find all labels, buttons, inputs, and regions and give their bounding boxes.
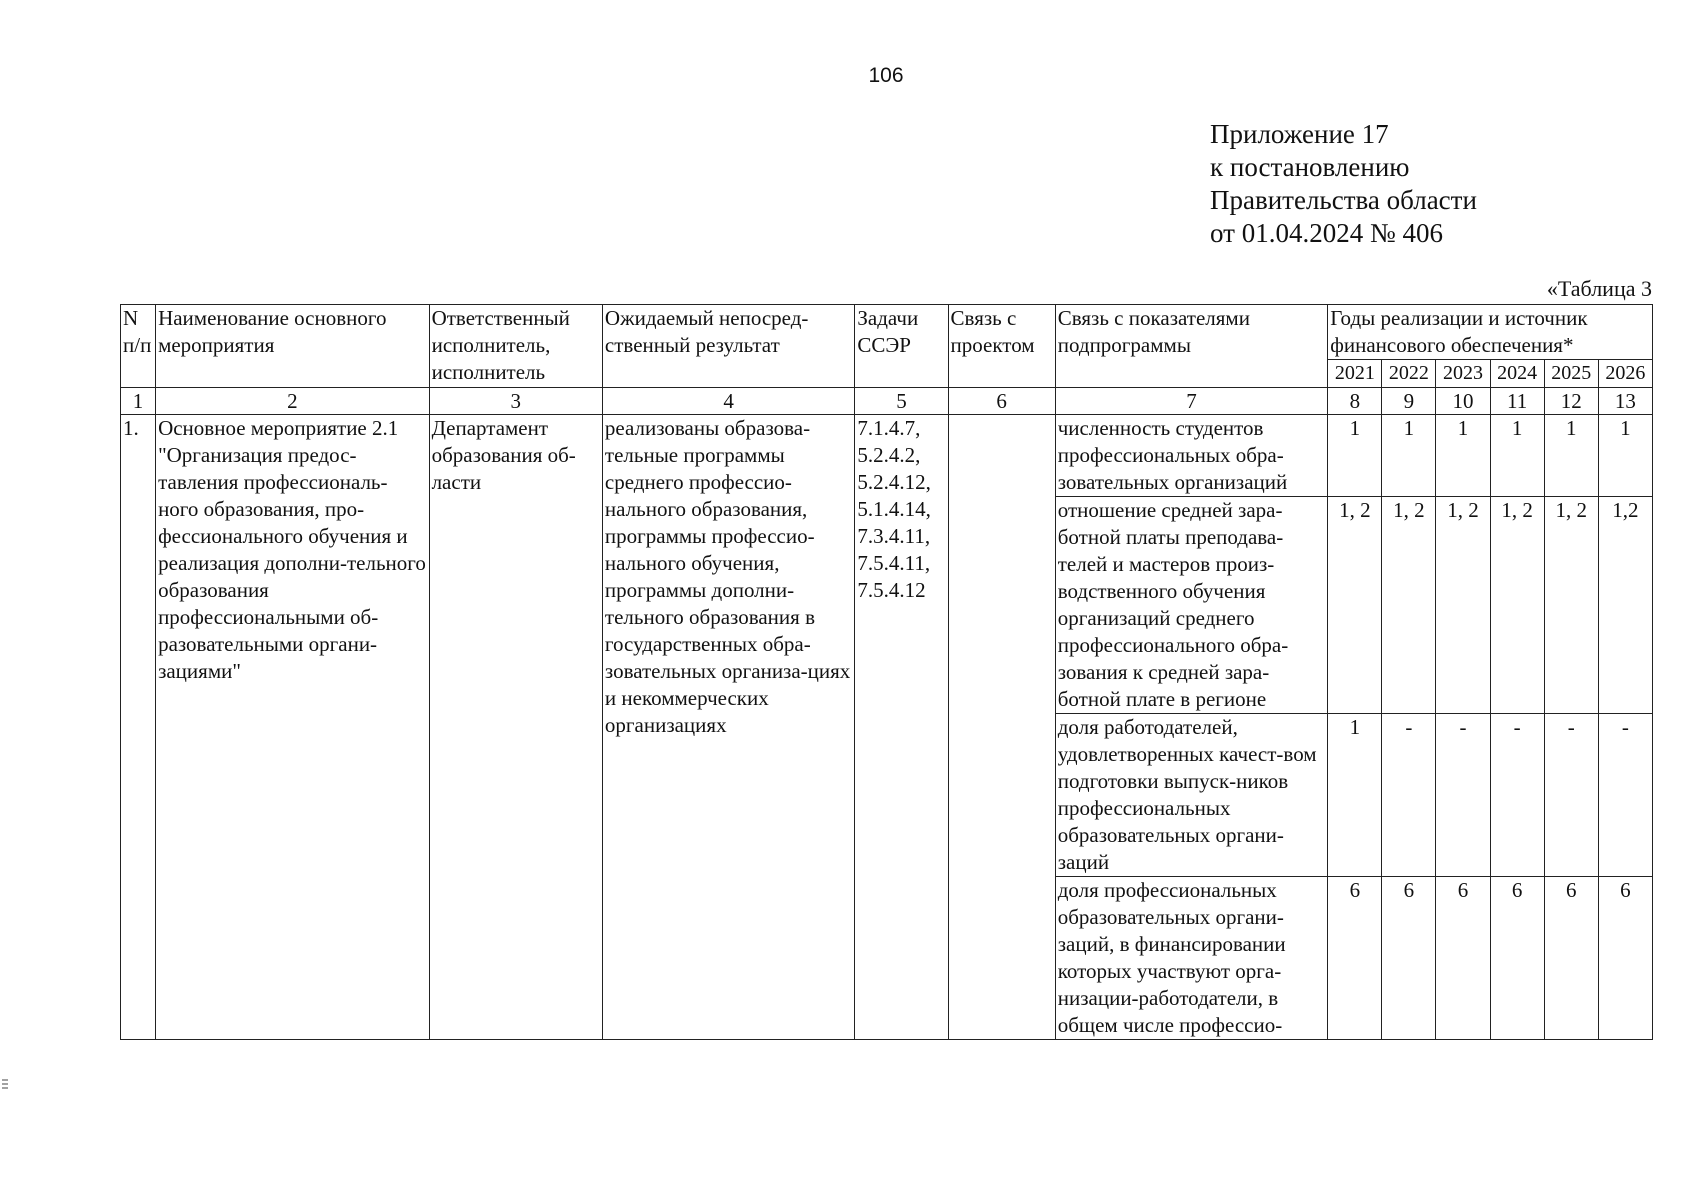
- table-caption: «Таблица 3: [1546, 276, 1652, 301]
- indicator-value: 1: [1490, 415, 1544, 497]
- indicator-value: 1, 2: [1436, 497, 1490, 714]
- scan-margin-mark: [2, 1078, 8, 1092]
- task-code: 7.3.4.11,: [857, 524, 931, 548]
- column-number: 4: [602, 388, 854, 415]
- row-project: [948, 415, 1055, 1040]
- header-num: N п/п: [121, 305, 156, 388]
- header-indicators: Связь с показателями подпрограммы: [1055, 305, 1328, 388]
- indicator-value: 6: [1598, 877, 1652, 1040]
- header-name: Наименование основного мероприятия: [156, 305, 430, 388]
- header-years-group: Годы реализации и источник финансового обеспечения*: [1328, 305, 1653, 360]
- task-code: 7.5.4.11,: [857, 551, 931, 575]
- indicator-value: 1: [1328, 714, 1382, 877]
- column-number: 5: [855, 388, 948, 415]
- indicator-value: -: [1382, 714, 1436, 877]
- header-result: Ожидаемый непосред-ственный результат: [602, 305, 854, 388]
- row-num: 1.: [121, 415, 156, 1040]
- column-number: 11: [1490, 388, 1544, 415]
- indicator-value: 1: [1598, 415, 1652, 497]
- year-cell: 2023: [1436, 360, 1490, 388]
- column-number: 1: [121, 388, 156, 415]
- indicator-value: -: [1490, 714, 1544, 877]
- row-executor: Департамент образования об-ласти: [429, 415, 602, 1040]
- indicator-value: 1: [1436, 415, 1490, 497]
- header-executor: Ответственный исполнитель, исполнитель: [429, 305, 602, 388]
- column-number-row: [121, 388, 1653, 415]
- year-cell: 2024: [1490, 360, 1544, 388]
- header-tasks: Задачи ССЭР: [855, 305, 948, 388]
- appendix-line: от 01.04.2024 № 406: [1210, 218, 1443, 248]
- indicator-value: 6: [1490, 877, 1544, 1040]
- indicator-value: 1, 2: [1490, 497, 1544, 714]
- column-number: 8: [1328, 388, 1382, 415]
- column-number: 6: [948, 388, 1055, 415]
- indicator-value: 6: [1436, 877, 1490, 1040]
- year-cell: 2026: [1598, 360, 1652, 388]
- column-number: 13: [1598, 388, 1652, 415]
- indicator-value: 1: [1544, 415, 1598, 497]
- appendix-header: [1210, 118, 1477, 250]
- page-number: 106: [868, 64, 904, 87]
- appendix-line: Правительства области: [1210, 185, 1477, 215]
- appendix-line: Приложение 17: [1210, 119, 1389, 149]
- task-code: 7.1.4.7,: [857, 416, 921, 440]
- indicator-value: 1, 2: [1328, 497, 1382, 714]
- column-number: 3: [429, 388, 602, 415]
- row-activity-name: Основное мероприятие 2.1 "Организация предос-тавления профессиональ-ного образования, про-фессионального обучения и реализация дополни-тельного образования профессиональными об-разовательными органи-зациями": [156, 415, 430, 1040]
- year-cell: 2025: [1544, 360, 1598, 388]
- indicator-value: 6: [1382, 877, 1436, 1040]
- activities-table: [120, 304, 1653, 1040]
- column-number: 10: [1436, 388, 1490, 415]
- indicator-value: 1, 2: [1544, 497, 1598, 714]
- indicator-value: -: [1598, 714, 1652, 877]
- indicator-text: численность студентов профессиональных обра-зовательных организаций: [1055, 415, 1328, 497]
- indicator-value: -: [1436, 714, 1490, 877]
- column-number: 9: [1382, 388, 1436, 415]
- header-row: [121, 305, 1653, 360]
- task-code: 5.2.4.12,: [857, 470, 931, 494]
- task-code: 5.1.4.14,: [857, 497, 931, 521]
- indicator-value: 1: [1382, 415, 1436, 497]
- year-cell: 2022: [1382, 360, 1436, 388]
- indicator-text: отношение средней зара-ботной платы преподава-телей и мастеров произ-водственного обучения организаций среднего профессионального обра-зования к средней зара-ботной плате в регионе: [1055, 497, 1328, 714]
- indicator-value: 6: [1328, 877, 1382, 1040]
- indicator-value: -: [1544, 714, 1598, 877]
- task-code: 5.2.4.2,: [857, 443, 921, 467]
- column-number: 7: [1055, 388, 1328, 415]
- indicator-text: доля профессиональных образовательных органи-заций, в финансировании которых участвуют орга-низации-работодатели, в общем числе профессио-: [1055, 877, 1328, 1040]
- row-tasks: [855, 415, 948, 1040]
- indicator-value: 1,2: [1598, 497, 1652, 714]
- table-row: [121, 415, 1653, 497]
- indicator-value: 1: [1328, 415, 1382, 497]
- header-project: Связь с проектом: [948, 305, 1055, 388]
- year-cell: 2021: [1328, 360, 1382, 388]
- column-number: 2: [156, 388, 430, 415]
- scan-artifact-icon: [2, 1078, 8, 1092]
- indicator-text: доля работодателей, удовлетворенных качест-вом подготовки выпуск-ников профессиональных образовательных органи-заций: [1055, 714, 1328, 877]
- appendix-line: к постановлению: [1210, 152, 1410, 182]
- task-code: 7.5.4.12: [857, 578, 926, 602]
- indicator-value: 1, 2: [1382, 497, 1436, 714]
- row-result: реализованы образова-тельные программы среднего профессио-нального образования, программы профессио-нального обучения, программы дополни-тельного образования в государственных обра-зовательных организа-циях и некоммерческих организациях: [602, 415, 854, 1040]
- column-number: 12: [1544, 388, 1598, 415]
- indicator-value: 6: [1544, 877, 1598, 1040]
